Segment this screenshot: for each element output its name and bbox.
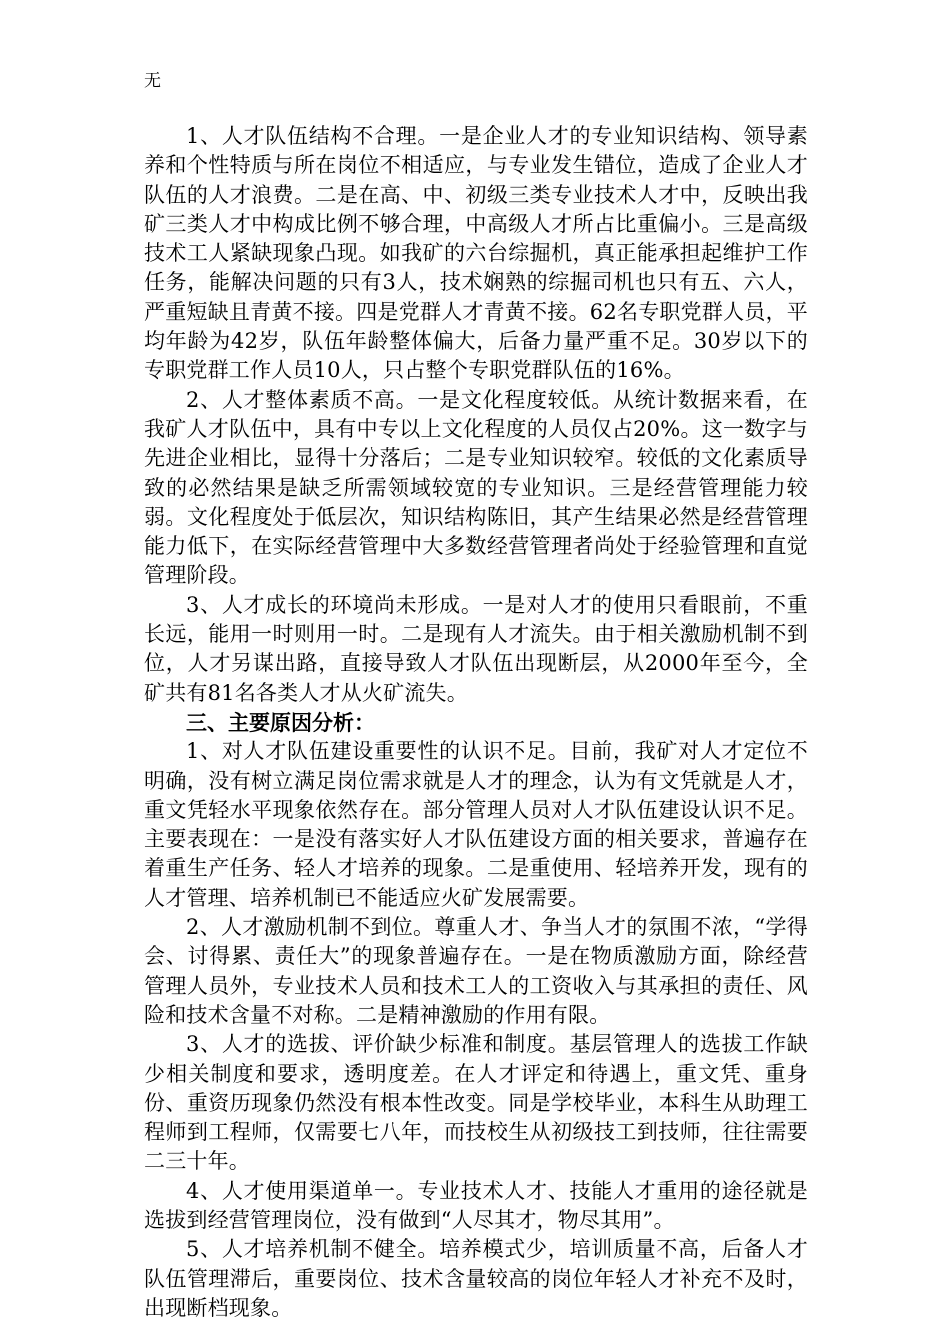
page-header: 无	[144, 71, 161, 91]
paragraph-cause-usage-channel: 4、人才使用渠道单一。专业技术人才、技能人才重用的途径就是选拔到经营管理岗位，没有做到“人尽其才，物尽其用”。	[144, 1178, 808, 1232]
document-body	[144, 122, 808, 1323]
paragraph-cause-incentive: 2、人才激励机制不到位。尊重人才、争当人才的氛围不浓，“学得会、讨得累、责任大”的现象普遍存在。一是在物质激励方面，除经营管理人员外，专业技术人员和技术工人的工资收入与其承担的责任、风险和技术含量不对称。二是精神激励的作用有限。	[144, 915, 808, 1027]
paragraph-talent-structure: 1、人才队伍结构不合理。一是企业人才的专业知识结构、领导素养和个性特质与所在岗位不相适应，与专业发生错位，造成了企业人才队伍的人才浪费。二是在高、中、初级三类专业技术人才中，反映出我矿三类人才中构成比例不够合理，中高级人才所占比重偏小。三是高级技术工人紧缺现象凸现。如我矿的六台综掘机，真正能承担起维护工作任务，能解决问题的只有3人，技术娴熟的综掘司机也只有五、六人，严重短缺且青黄不接。四是党群人才青黄不接。62名专职党群人员，平均年龄为42岁，队伍年龄整体偏大，后备力量严重不足。30岁以下的专职党群工作人员10人，只占整个专职党群队伍的16%。	[144, 124, 808, 383]
paragraph-cause-selection: 3、人才的选拔、评价缺少标准和制度。基层管理人的选拔工作缺少相关制度和要求，透明度差。在人才评定和待遇上，重文凭、重身份、重资历现象仍然没有根本性改变。同是学校毕业，本科生从助理工程师到工程师，仅需要七八年，而技校生从初级技工到技师，往往需要二三十年。	[144, 1032, 808, 1174]
paragraph-cause-training: 5、人才培养机制不健全。培养模式少，培训质量不高，后备人才队伍管理滞后，重要岗位、技术含量较高的岗位年轻人才补充不及时，出现断档现象。	[144, 1237, 808, 1320]
section-heading-cause-analysis: 三、主要原因分析：	[186, 709, 375, 735]
paragraph-talent-environment: 3、人才成长的环境尚未形成。一是对人才的使用只看眼前，不重长远，能用一时则用一时。二是现有人才流失。由于相关激励机制不到位，人才另谋出路，直接导致人才队伍出现断层，从2000年至今，全矿共有81名各类人才从火矿流失。	[144, 592, 808, 705]
paragraph-talent-quality: 2、人才整体素质不高。一是文化程度较低。从统计数据来看，在我矿人才队伍中，具有中专以上文化程度的人员仅占20%。这一数字与先进企业相比，显得十分落后；二是专业知识较窄。较低的文化素质导致的必然结果是缺乏所需领域较宽的专业知识。三是经营管理能力较弱。文化程度处于低层次，知识结构陈旧，其产生结果必然是经营管理能力低下，在实际经营管理中大多数经营管理者尚处于经验管理和直觉管理阶段。	[144, 387, 808, 588]
paragraph-cause-awareness: 1、对人才队伍建设重要性的认识不足。目前，我矿对人才定位不明确，没有树立满足岗位需求就是人才的理念，认为有文凭就是人才，重文凭轻水平现象依然存在。部分管理人员对人才队伍建设认识不足。主要表现在：一是没有落实好人才队伍建设方面的相关要求，普遍存在着重生产任务、轻人才培养的现象。二是重使用、轻培养开发，现有的人才管理、培养机制已不能适应火矿发展需要。	[144, 739, 808, 910]
